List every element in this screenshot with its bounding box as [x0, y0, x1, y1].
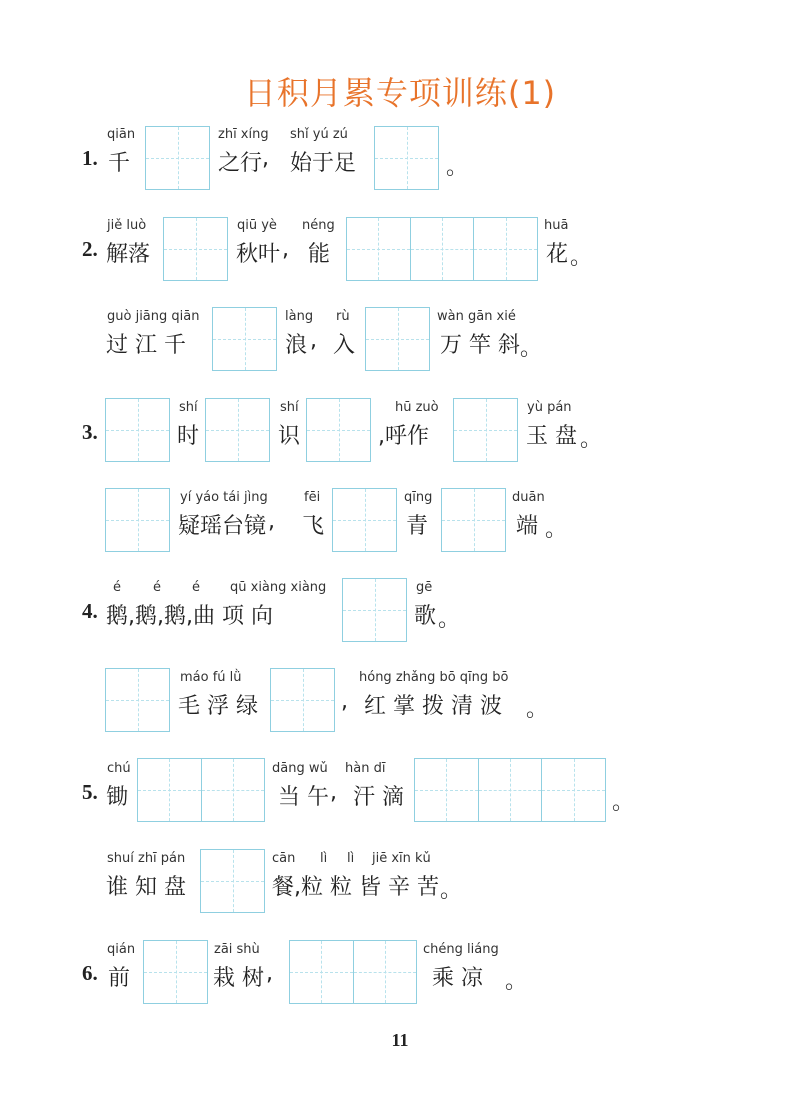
question-number: 6.	[82, 961, 98, 985]
comma: ,	[266, 961, 273, 986]
pinyin: shuí zhī pán	[107, 851, 186, 866]
text: 谁 知 盘	[106, 875, 186, 900]
text: 时	[177, 424, 200, 449]
text: 千	[108, 151, 131, 176]
period: 。	[612, 790, 635, 815]
pinyin: zhī xíng	[218, 127, 269, 142]
text: 入	[333, 333, 356, 358]
text: 锄	[106, 785, 129, 810]
answer-box[interactable]	[270, 668, 335, 732]
answer-box[interactable]	[453, 398, 518, 462]
pinyin: é	[153, 580, 161, 595]
pinyin: qián	[107, 942, 136, 957]
pinyin: qiū yè	[237, 218, 277, 233]
page-number: 11	[391, 1030, 409, 1050]
pinyin: shí	[179, 400, 198, 415]
pinyin: dāng wǔ	[272, 761, 328, 776]
question-number: 4.	[82, 599, 98, 623]
answer-box[interactable]	[346, 217, 538, 281]
pinyin: duān	[512, 490, 545, 505]
text: 疑瑶台镜	[178, 514, 267, 539]
text: 青	[406, 514, 429, 539]
pinyin: làng	[285, 309, 314, 324]
answer-box[interactable]	[105, 668, 170, 732]
question-number: 5.	[82, 780, 98, 804]
text: 前	[108, 966, 131, 991]
comma: ,	[341, 689, 348, 714]
comma: ,	[268, 509, 275, 534]
question-number: 2.	[82, 237, 98, 261]
comma: ,	[310, 328, 317, 353]
period: 。	[520, 336, 543, 361]
pinyin: yù pán	[527, 400, 572, 415]
pinyin: é	[113, 580, 121, 595]
pinyin: é	[192, 580, 200, 595]
pinyin: jiě luò	[107, 218, 147, 233]
pinyin: wàn gān xié	[437, 309, 516, 324]
period: 。	[438, 607, 461, 632]
period: 。	[545, 517, 568, 542]
text: 鹅,鹅,鹅,曲 项 向	[106, 604, 273, 629]
text: 餐,粒 粒 皆 辛 苦	[272, 875, 439, 900]
period: 。	[505, 969, 528, 994]
answer-box[interactable]	[105, 398, 170, 462]
answer-box[interactable]	[143, 940, 208, 1004]
text: 乘 凉	[432, 966, 483, 991]
text: 过 江 千	[106, 333, 186, 358]
comma: ,	[262, 146, 269, 171]
answer-box[interactable]	[414, 758, 606, 822]
pinyin: huā	[544, 218, 569, 233]
text: 花	[546, 242, 569, 267]
question-number: 1.	[82, 146, 98, 170]
pinyin: rù	[336, 309, 350, 324]
answer-box[interactable]	[212, 307, 277, 371]
pinyin: fēi	[304, 490, 321, 505]
pinyin: gē	[416, 580, 433, 595]
period: 。	[446, 155, 469, 180]
answer-box[interactable]	[306, 398, 371, 462]
period: 。	[526, 697, 549, 722]
comma: ,	[330, 780, 337, 805]
text: 栽 树	[213, 966, 264, 991]
pinyin: zāi shù	[214, 942, 260, 957]
question-number: 3.	[82, 420, 98, 444]
answer-box[interactable]	[332, 488, 397, 552]
pinyin: yí yáo tái jìng	[180, 490, 268, 505]
pinyin: chú	[107, 761, 131, 776]
answer-box[interactable]	[205, 398, 270, 462]
answer-box[interactable]	[105, 488, 170, 552]
pinyin: guò jiāng qiān	[107, 309, 200, 324]
answer-box[interactable]	[145, 126, 210, 190]
pinyin: lì	[347, 851, 355, 866]
text: 飞	[302, 514, 325, 539]
answer-box[interactable]	[200, 849, 265, 913]
pinyin: qiān	[107, 127, 136, 142]
text: 红 掌 拨 清 波	[364, 694, 502, 719]
pinyin: lì	[320, 851, 328, 866]
pinyin: shǐ yú zú	[290, 127, 348, 142]
text: 之行	[218, 151, 263, 176]
period: 。	[580, 427, 603, 452]
answer-box[interactable]	[289, 940, 417, 1004]
answer-box[interactable]	[374, 126, 439, 190]
text: 汗 滴	[353, 785, 404, 810]
text: 秋叶	[236, 242, 281, 267]
text: 解落	[106, 242, 151, 267]
text: 毛 浮 绿	[178, 694, 258, 719]
answer-box[interactable]	[441, 488, 506, 552]
text: 识	[278, 424, 301, 449]
pinyin: néng	[302, 218, 335, 233]
pinyin: hóng zhǎng bō qīng bō	[359, 670, 509, 685]
period: 。	[570, 245, 593, 270]
pinyin: qū xiàng xiàng	[230, 580, 327, 595]
answer-box[interactable]	[137, 758, 265, 822]
answer-box[interactable]	[365, 307, 430, 371]
text: 端	[516, 514, 539, 539]
text: 浪	[285, 333, 308, 358]
text: ,呼作	[378, 424, 429, 449]
pinyin: chéng liáng	[423, 942, 499, 957]
answer-box[interactable]	[342, 578, 407, 642]
comma: ,	[282, 237, 289, 262]
text: 能	[308, 242, 331, 267]
text: 当 午	[278, 785, 329, 810]
pinyin: jiē xīn kǔ	[372, 851, 431, 866]
text: 歌	[414, 604, 437, 629]
pinyin: hū zuò	[395, 400, 439, 415]
answer-box[interactable]	[163, 217, 228, 281]
pinyin: qīng	[404, 490, 433, 505]
pinyin: hàn dī	[345, 761, 386, 776]
text: 始于足	[290, 151, 357, 176]
text: 玉 盘	[526, 424, 577, 449]
text: 万 竿 斜	[440, 333, 520, 358]
pinyin: máo fú lǜ	[180, 670, 242, 685]
pinyin: cān	[272, 851, 296, 866]
period: 。	[440, 878, 463, 903]
page-title: 日积月累专项训练(1)	[243, 74, 557, 112]
pinyin: shí	[280, 400, 299, 415]
